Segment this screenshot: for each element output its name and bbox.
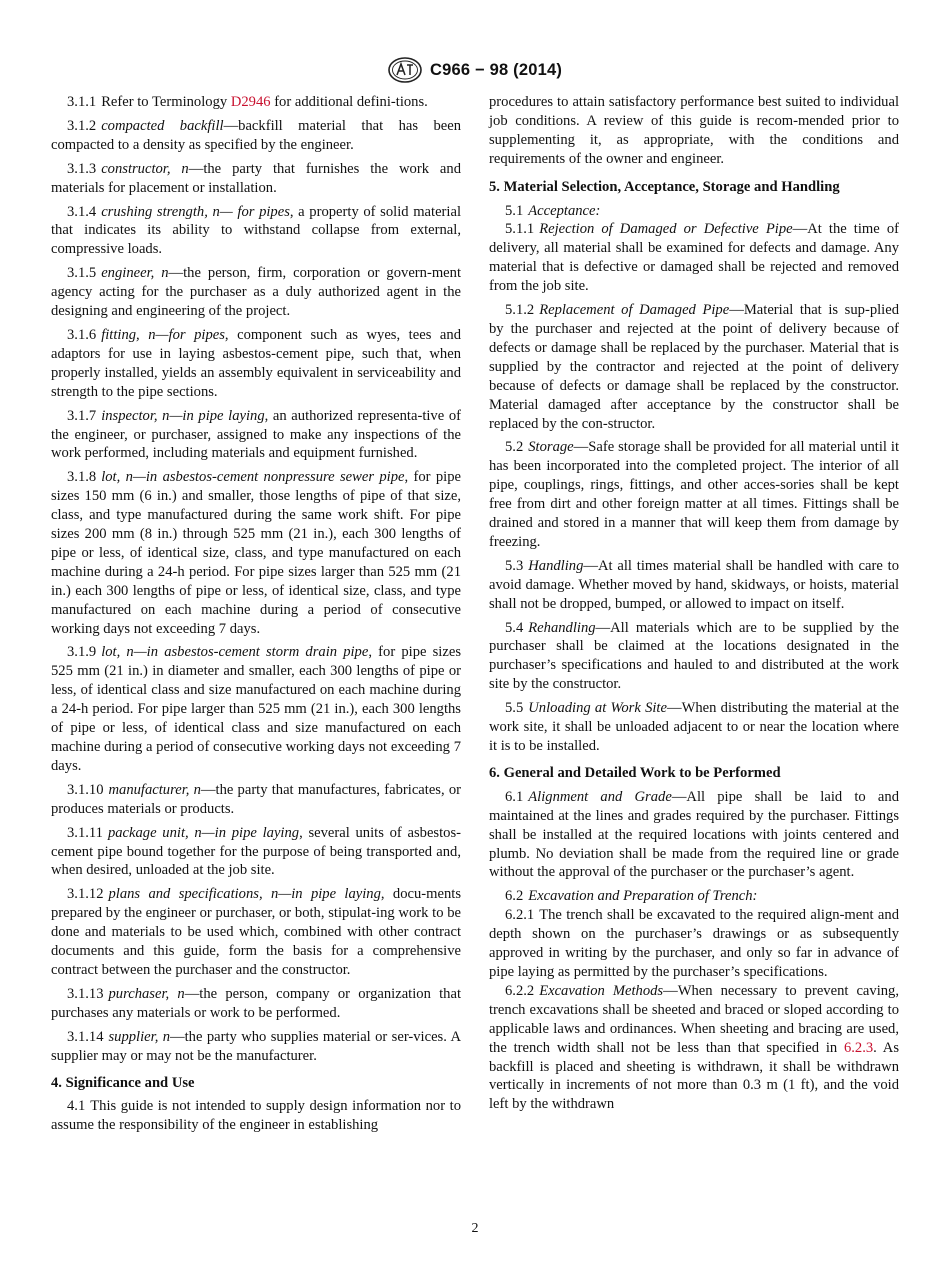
paragraph-3-1-14: 3.1.14 supplier, n—the party who supplies material or ser-vices. A supplier may or may not be the manufacturer. bbox=[51, 1028, 461, 1064]
right-column bbox=[489, 93, 899, 1119]
paragraph-3-1-4: 3.1.4 crushing strength, n— for pipes, a property of solid material that indicates its ability to withstand collapse from external, compressive loads. bbox=[51, 203, 462, 258]
paragraph-6-2: 6.2 Excavation and Preparation of Trench: bbox=[505, 888, 758, 905]
paragraph-5-1-1: 5.1.1 Rejection of Damaged or Defective Pipe—At the time of delivery, all material shall be examined for defects and damage. Any material that is defective or damaged shall be rejected and removed from the job site. bbox=[489, 221, 899, 295]
paragraph-3-1-5: 3.1.5 engineer, n—the person, firm, corporation or govern-ment agency acting for the purchaser as a duly authorized agent in the designing and engineering of the project. bbox=[51, 265, 461, 320]
paragraph-6-1: 6.1 Alignment and Grade—All pipe shall be laid to and maintained at the lines and grades required by the purchaser. Fittings shall be installed at the required locations with joints centered and plumb. No deviation shall be made from the required line or grade without the approval of the purchaser or the purchaser’s agent. bbox=[489, 788, 899, 881]
paragraph-3-1-9: 3.1.9 lot, n—in asbestos-cement storm drain pipe, for pipe sizes 525 mm (21 in.) in diameter and smaller, each 300 lengths of pipe or less, of identical class and size manufactured on each machine during a 24-h period. For pipe larger than 525 mm (21 in.), each 300 lengths of pipe or less, of identical class and size manufactured on each machine during a period of consecutive working days not exceeding 7 days. bbox=[51, 644, 461, 774]
paragraph-3-1-13: 3.1.13 purchaser, n—the person, company or organization that purchases any materials or work to be performed. bbox=[51, 985, 461, 1021]
link-6-2-3[interactable]: 6.2.3 bbox=[843, 1039, 874, 1056]
paragraph-4-1-continued: procedures to attain satisfactory performance best suited to individual job conditions. A review of this guide is recom-mended prior to supplementing it, as appropriate, with the conditions and requirements of the owner and engineer. bbox=[489, 94, 899, 167]
paragraph-5-2: 5.2 Storage—Safe storage shall be provided for all material until it has been incorporated into the completed project. The interior of all pipe, couplings, rings, fittings, and other acces-sories shall be kept free from dirt and other foreign matter at all times. Fittings shall be drained and stored in a manner that will keep them from damage by freezing. bbox=[489, 439, 899, 550]
link-d2946[interactable]: D2946 bbox=[230, 94, 271, 110]
section-heading-4: 4. Significance and Use bbox=[51, 1074, 195, 1091]
paragraph-3-1-11: 3.1.11 package unit, n—in pipe laying, several units of asbestos-cement pipe bound together for the purpose of being transported and, when desired, unloaded at the job site. bbox=[51, 824, 462, 879]
section-heading-6: 6. General and Detailed Work to be Performed bbox=[489, 764, 781, 781]
paragraph-3-1-12: 3.1.12 plans and specifications, n—in pipe laying, docu-ments prepared by the engineer or purchaser, or both, stipulat-ing work to be done and materials to be used which, combined with other contract documents and this guide, form the basis for a comprehensive contract between the purchaser and the constructor. bbox=[51, 886, 461, 978]
standard-designation: C966 − 98 (2014) bbox=[429, 60, 563, 79]
paragraph-5-5: 5.5 Unloading at Work Site—When distributing the material at the work site, it shall be unloaded adjacent to or near the location where it is to be installed. bbox=[489, 700, 899, 754]
paragraph-5-4: 5.4 Rehandling—All materials which are to be supplied by the purchaser shall be claimed at the locations designated in the purchaser’s specifications and hauled to and distributed at the work site by the constructor. bbox=[489, 619, 899, 693]
paragraph-3-1-2: 3.1.2 compacted backfill—backfill material that has been compacted to a density as specified by the engineer. bbox=[51, 117, 461, 153]
paragraph-4-1: 4.1 This guide is not intended to supply design information nor to assume the responsibility of the engineer in establishing bbox=[51, 1098, 461, 1134]
paragraph-3-1-10: 3.1.10 manufacturer, n—the party that manufactures, fabricates, or produces materials or products. bbox=[51, 781, 461, 817]
paragraph-3-1-3: 3.1.3 constructor, n—the party that furnishes the work and materials for placement or installation. bbox=[51, 160, 461, 196]
astm-logo-icon bbox=[388, 57, 422, 83]
paragraph-3-1-6: 3.1.6 fitting, n—for pipes, component such as wyes, tees and adaptors for use in laying asbestos-cement pipe, such that, when properly installed, yields an assembly equivalent in serviceability and strength to the pipe sections. bbox=[51, 326, 461, 400]
page-number: 2 bbox=[471, 1221, 479, 1236]
paragraph-6-2-1: 6.2.1 The trench shall be excavated to the required align-ment and depth shown on the purchaser’s drawings or as subsequently approved in writing by the purchaser, and only so far in advance of pipe laying as permitted by the purchaser’s specifications. bbox=[489, 907, 899, 980]
paragraph-3-1-8: 3.1.8 lot, n—in asbestos-cement nonpressure sewer pipe, for pipe sizes 150 mm (6 in.) and smaller, those lengths of pipe of that size, class, and type manufactured during the same work shift. For pipe sizes 200 mm (8 in.) through 525 mm (21 in.), each 300 lengths of pipe or less, of identical size, class, and type manufactured on each machine during a 24-h period. For pipe sizes larger than 525 mm (21 in.) each 300 lengths of pipe or less, of identical size, class, and type manufactured on each machine during a period of consecutive working days not exceeding 7 days. bbox=[51, 469, 462, 637]
paragraph-5-3: 5.3 Handling—At all times material shall be handled with care to avoid damage. Whether moved by hand, skidways, or hoists, material shall not be dropped, bumped, or allowed to impact on itself. bbox=[489, 557, 899, 612]
paragraph-3-1-1: 3.1.1 Refer to Terminology D2946 for additional defini-tions. bbox=[67, 94, 428, 110]
page-header bbox=[0, 57, 950, 83]
paragraph-5-1: 5.1 Acceptance: bbox=[505, 202, 601, 219]
paragraph-3-1-7: 3.1.7 inspector, n—in pipe laying, an authorized representa-tive of the engineer, or purchaser, assigned to make any inspections of the work performed, including materials and equipment furnished. bbox=[51, 407, 461, 462]
paragraph-5-1-2: 5.1.2 Replacement of Damaged Pipe—Material that is sup-plied by the purchaser and rejected at the point of delivery because of defects or damage shall be replaced by the purchaser. Material that is supplied by the contractor and rejected at the point of delivery because of defects or damage shall be replaced by the constructor. Material damaged after acceptance by the constructor shall be replaced by the con-structor. bbox=[489, 302, 899, 432]
section-heading-5: 5. Material Selection, Acceptance, Storage and Handling bbox=[489, 178, 840, 195]
paragraph-6-2-2: 6.2.2 Excavation Methods—When necessary to prevent caving, trench excavations shall be sheeted and braced or sloped according to applicable laws and ordinances. When sheeting and bracing are used, the trench width shall not be less than that specified in 6.2.3. As backfill is placed and sheeting is withdrawn, it shall be withdrawn vertically in increments of not more than 0.3 m (1 ft), and the void left by the withdrawn bbox=[489, 982, 899, 1113]
left-column bbox=[51, 93, 461, 1140]
